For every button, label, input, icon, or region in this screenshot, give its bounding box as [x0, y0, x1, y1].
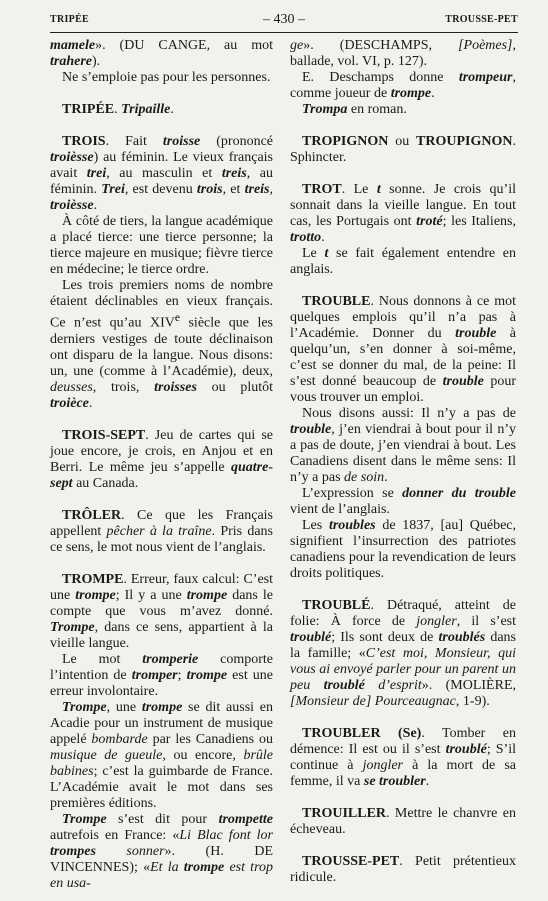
entry-text: ,: [269, 182, 273, 197]
entry-text: , au masculin et: [106, 166, 222, 181]
entry-text: . Ce que les Français appellent: [50, 507, 273, 539]
entry-text: sonner: [95, 843, 165, 859]
entry-text: trouble: [442, 374, 484, 389]
entry-paragraph: [290, 518, 516, 582]
entry-text: ; c’est la guimbarde de France. L’Académie avait le mot dans ses premières éditions.: [50, 763, 273, 811]
entry-text: troièsse: [50, 198, 94, 213]
entry-text: Nous disons aussi: Il n’y a pas de: [302, 406, 516, 421]
entry-text: t: [376, 182, 381, 197]
entry-text: ; les Italiens,: [442, 214, 516, 229]
entry-text: pour vous trouver un emploi.: [290, 374, 516, 405]
entry-text: . Erreur, faux calcul: C’est une: [50, 571, 273, 603]
entry-text: , dans ce sens, appartient à la vieille langue.: [50, 619, 273, 651]
entry-text: de 1837, [au] Québec, signifient l’insurrection des patriotes canadiens pour la revendication de leurs droits politiques.: [290, 518, 516, 581]
entry-text: troublés: [438, 630, 486, 645]
entry-text: troubles: [328, 518, 376, 533]
entry-text: t: [324, 246, 329, 261]
entry-text: [Monsieur de] Pourceaugnac: [290, 694, 456, 709]
entry-text: pêcher à la traîne: [106, 523, 212, 539]
entry-paragraph: [50, 700, 273, 812]
entry-text: d’esprit: [364, 678, 422, 693]
entry-text: trompe: [186, 667, 228, 683]
entry-text: ge: [290, 38, 304, 53]
entry-text: trei: [86, 166, 107, 181]
entry-paragraph: [290, 182, 516, 246]
entry-text: trompe: [75, 587, 116, 603]
entry-text: ». (DESCHAMPS,: [303, 38, 459, 53]
entry-text: . Jeu de cartes qui se joue encore, je crois, en Anjou et en Berri. Le même jeu s’appelle: [50, 427, 273, 475]
entry-text: troièsse: [50, 150, 94, 165]
entry-text: ». (H. DE VINCENNES); «: [50, 843, 273, 875]
entry-text: au Canada.: [72, 475, 139, 491]
entry-text: sonne. Je crois qu’il sonnait dans la vieille langue. En tout cas, les Portugais ont: [290, 182, 516, 229]
headword: TROUPIGNON: [416, 134, 513, 149]
entry-text: troublé: [445, 742, 487, 757]
entry-text: . Mettre le chanvre en écheveau.: [290, 806, 516, 837]
entry-text: Et la: [150, 859, 184, 875]
entry-text: dans la famille; «: [290, 630, 516, 661]
entry-text: s’est dit pour: [106, 811, 219, 827]
entry-text: trompe: [183, 859, 225, 875]
entry-text: mamele: [50, 38, 96, 53]
headword: TROIS-SEPT: [62, 427, 146, 443]
entry-text: À côté de tiers, la langue académique a placé tierce: une tierce personne; la tierce majeure en musique; fièvre tierce en médecine; le tierce ordre.: [50, 214, 273, 277]
entry-paragraph: [290, 38, 516, 70]
entry-text: se fait également entendre en anglais.: [290, 246, 517, 277]
entry-text: Les: [302, 518, 329, 533]
entry-text: Le mot: [62, 651, 143, 667]
entry-text: ;: [177, 667, 187, 683]
entry-text: C’est moi, Monsieur, qui vous ai envoyé parler pour un parent un peu: [290, 646, 516, 693]
entry-paragraph: [50, 652, 273, 700]
entry-text: ou: [388, 134, 417, 149]
entry-text: trouble: [455, 326, 497, 341]
entry-text: treis: [221, 166, 247, 181]
left-column: [50, 38, 273, 892]
entry-text: , et: [222, 182, 245, 197]
headword: TROUILLER: [302, 806, 387, 821]
entry-text: se troubler: [363, 774, 426, 789]
entry-text: trompes: [50, 843, 96, 859]
entry-text: , comme joueur de: [290, 70, 516, 101]
entry-text: en roman.: [347, 102, 407, 117]
entry-text: , au féminin.: [50, 166, 273, 197]
headword: TROUSSE-PET: [302, 854, 400, 869]
entry-paragraph: [290, 854, 516, 886]
entry-text: Trompe: [50, 619, 95, 635]
entry-text: troublé: [323, 678, 365, 693]
right-column: [290, 38, 516, 886]
entry-paragraph: [50, 102, 273, 118]
entry-text: , 1-9).: [455, 694, 490, 709]
running-header: [50, 12, 518, 33]
entry-text: (prononcé: [200, 134, 273, 149]
entry-text: , est devenu: [124, 182, 197, 197]
headword: TROMPE: [62, 571, 124, 587]
entry-text: , ou encore,: [162, 747, 244, 763]
entry-text: ) au féminin. Le vieux français avait: [50, 150, 273, 181]
entry-text: .: [321, 230, 325, 245]
entry-text: troisses: [154, 379, 197, 395]
entry-text: par les Canadiens ou: [147, 731, 273, 747]
entry-text: autrefois en France: «: [50, 827, 180, 843]
entry-text: Trei: [101, 182, 125, 197]
entry-text: ; S’il continue à: [290, 742, 516, 773]
entry-paragraph: [290, 486, 516, 518]
entry-text: treis: [244, 182, 270, 197]
entry-text: . Détraqué, atteint de folie: À force de: [290, 598, 516, 629]
entry-text: trois: [196, 182, 223, 197]
entry-text: bombarde: [91, 731, 148, 747]
headword: TROIS: [62, 134, 106, 149]
entry-paragraph: [50, 214, 273, 278]
entry-text: deusses: [50, 379, 93, 395]
entry-text: , il s’est: [456, 614, 516, 629]
entry-paragraph: [50, 508, 273, 556]
entry-text: trahere: [50, 54, 92, 69]
entry-text: E. Deschamps donne: [302, 70, 459, 85]
entry-text: jongler: [416, 614, 457, 629]
entry-paragraph: [50, 812, 273, 892]
entry-text: .: [114, 102, 122, 117]
entry-text: .: [170, 102, 174, 117]
entry-text: [Poèmes]: [458, 38, 513, 53]
entry-text: troté: [416, 214, 443, 229]
entry-paragraph: [50, 70, 273, 86]
entry-text: . Petit prétentieux ridicule.: [290, 854, 516, 885]
entry-text: Trompe: [62, 699, 107, 715]
entry-text: ». (DU CANGE, au mot: [95, 38, 273, 53]
entry-paragraph: [290, 246, 516, 278]
entry-text: ; Ils sont deux de: [331, 630, 439, 645]
entry-text: à la mort de sa femme, il va: [290, 758, 516, 789]
entry-paragraph: [290, 598, 516, 710]
entry-text: Li Blac font lor: [179, 827, 273, 843]
entry-text: trompe: [186, 587, 228, 603]
entry-text: est trop en usa-: [50, 859, 273, 891]
entry-text: se dit aussi en Acadie pour un instrument de musique appelé: [50, 699, 274, 747]
entry-text: à quelqu’un, s’en donner à soi-même, c’est se donner du mal, de la peine: Il s’est donné beaucoup de: [290, 326, 516, 389]
entry-text: siècle que les derniers vestiges de toute déclinaison ont disparu de la langue. Nous disons: un, une (comme à l’Académie), deux,: [50, 315, 274, 379]
entry-paragraph: [290, 726, 516, 790]
entry-text: quatre-sept: [50, 459, 273, 491]
page-number: – 430 –: [263, 12, 305, 27]
entry-text: Trompe: [62, 811, 107, 827]
header-right-guideword: TROUSSE-PET: [445, 14, 518, 25]
entry-text: Trompa: [302, 102, 348, 117]
entry-paragraph: [290, 806, 516, 838]
entry-text: trompette: [218, 811, 273, 827]
entry-text: , ballade, vol. VI, p. 127).: [290, 38, 516, 69]
headword: TROUBLE: [302, 294, 371, 309]
headword: TRÔLER: [62, 507, 122, 523]
entry-text: tromperie: [142, 651, 199, 667]
entry-text: de soin: [344, 470, 385, 485]
entry-text: dans le compte que vous m’avez donné.: [50, 587, 273, 619]
entry-text: Le: [302, 246, 325, 261]
entry-text: trouble: [290, 422, 332, 437]
entry-paragraph: [50, 278, 273, 412]
entry-text: . Fait: [105, 134, 163, 149]
entry-text: Les trois premiers noms de nombre étaient déclinables en vieux français. Ce n’est qu’au XIV: [50, 278, 273, 331]
entry-text: . Sphincter.: [290, 134, 516, 165]
entry-text: ou plutôt: [196, 379, 274, 395]
entry-text: brûle babines: [50, 747, 273, 779]
entry-text: Ne s’emploie pas pour les personnes.: [62, 70, 271, 85]
entry-text: trompeur: [458, 70, 513, 85]
entry-paragraph: [290, 70, 516, 102]
entry-text: .: [431, 86, 435, 101]
entry-text: ).: [92, 54, 101, 69]
entry-text: musique de gueule: [50, 747, 163, 763]
entry-paragraph: [50, 572, 273, 652]
entry-text: trotto: [290, 230, 322, 245]
entry-paragraph: [290, 102, 516, 118]
entry-text: ». (MOLIÈRE,: [421, 678, 516, 693]
entry-text: tromper: [131, 667, 178, 683]
entry-text: .: [384, 470, 388, 485]
entry-paragraph: [290, 134, 516, 166]
entry-text: . Nous donnons à ce mot quelques emplois qu’il n’a pas à l’Académie. Donner du: [290, 294, 516, 341]
entry-text: e: [174, 311, 181, 324]
entry-text: est une erreur involontaire.: [50, 667, 274, 699]
entry-text: trompe: [141, 699, 183, 715]
headword: TROUBLÉ: [302, 598, 371, 613]
entry-text: comporte l’intention de: [50, 651, 273, 683]
entry-text: .: [425, 774, 430, 789]
entry-text: L’expression se: [302, 486, 403, 501]
entry-text: troublé: [290, 630, 332, 645]
header-left-guideword: TRIPÉE: [50, 14, 90, 25]
entry-text: jongler: [362, 758, 404, 773]
entry-paragraph: [290, 294, 516, 406]
entry-text: troisse: [162, 134, 201, 149]
entry-text: ; Il y a une: [115, 587, 187, 603]
entry-text: .: [93, 198, 98, 213]
entry-text: trompe: [390, 86, 432, 101]
entry-text: , j’en viendrai à bout pour il n’y a pas de doute, j’en viendrai à bout. Les Canadiens disent dans le même sens: Il n’y a pas: [290, 422, 516, 485]
entry-text: Tripaille: [121, 102, 171, 117]
headword: TROT: [302, 182, 342, 197]
headword: TROUBLER (Se): [302, 726, 422, 741]
entry-text: , une: [106, 699, 142, 715]
entry-text: , trois,: [92, 379, 155, 395]
headword: TROPIGNON: [302, 134, 389, 149]
entry-text: donner du trouble: [402, 486, 516, 501]
entry-paragraph: [50, 38, 273, 70]
headword: TRIPÉE: [62, 102, 115, 117]
entry-paragraph: [50, 428, 273, 492]
entry-text: .: [88, 395, 93, 411]
entry-paragraph: [50, 134, 273, 214]
entry-text: troièce: [50, 395, 89, 411]
entry-text: . Tomber en démence: Il est ou il s’est: [290, 726, 516, 757]
entry-text: . Le: [341, 182, 377, 197]
entry-text: . Pris dans ce sens, le mot nous vient de l’anglais.: [50, 523, 273, 555]
entry-paragraph: [290, 406, 516, 486]
entry-text: vient de l’anglais.: [290, 502, 390, 517]
